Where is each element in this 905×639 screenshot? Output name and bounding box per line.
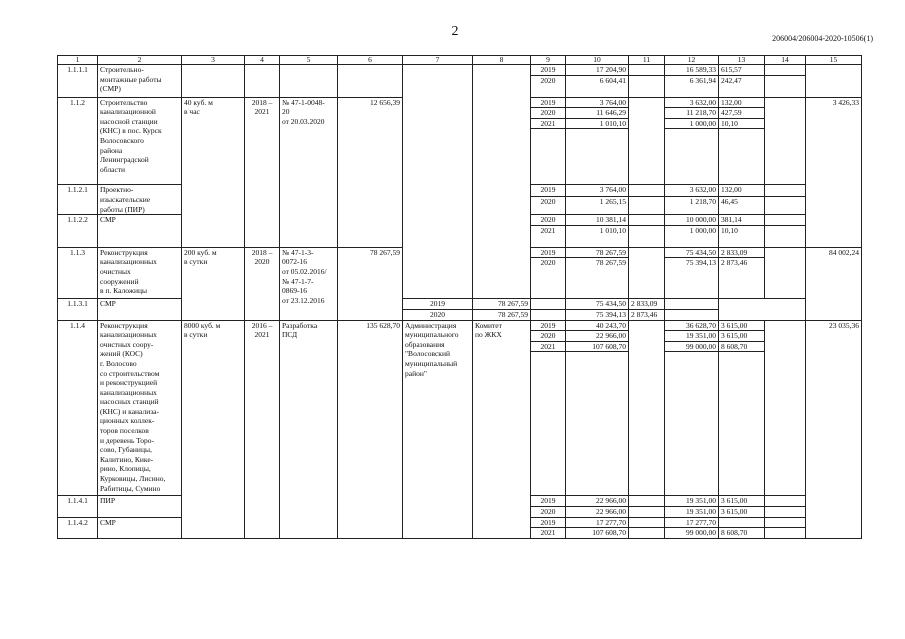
empty-cell (182, 65, 245, 98)
amount-cell: 1 000,00 (665, 118, 719, 129)
amount-cell: 1 265,15 (566, 197, 629, 215)
capacity-cell: 200 куб. м в сутки (182, 247, 245, 320)
row-number: 1.1.4.2 (58, 517, 98, 538)
amount-cell: 17 277,70 (566, 517, 629, 528)
amount-cell: 75 434,50 (566, 299, 629, 310)
empty-cell (665, 129, 719, 185)
amount-cell: 16 589,33 (665, 65, 719, 76)
object-name: СМР (98, 299, 182, 320)
amount-cell: 132,00 (719, 185, 765, 197)
year-cell: 2021 (531, 341, 566, 352)
amount-cell: 3 764,00 (566, 97, 629, 108)
row-number: 1.1.2.1 (58, 185, 98, 215)
column-header: 10 (566, 56, 629, 65)
amount-cell: 107 608,70 (566, 341, 629, 352)
cost-cell: 78 267,59 (338, 247, 403, 320)
empty-cell (719, 352, 765, 496)
empty-cell (629, 197, 665, 215)
amount-cell: 1 010,10 (566, 225, 629, 247)
amount-cell: 10,10 (719, 118, 765, 129)
object-name: Реконструкция канализационных очистных соору- жений (КОС) г. Волосово со строительством и реконструкцией канализационных насосных станций (КНС) и канализа- ционных коллек- торов поселков и деревень Торо- сово, Губаницы, Калитино, Кике- рино, Клопицы, Курковицы, Лисино, Рабитицы, Сумино (98, 320, 182, 496)
year-cell: 2020 (531, 197, 566, 215)
amount-cell: 381,14 (719, 215, 765, 226)
empty-cell (531, 352, 566, 496)
amount-cell: 1 218,70 (665, 197, 719, 215)
empty-cell (531, 299, 566, 310)
amount-cell: 22 966,00 (566, 496, 629, 507)
amount-cell: 3 615,00 (719, 320, 765, 331)
empty-cell (566, 352, 629, 496)
amount-cell: 75 434,50 (665, 247, 719, 258)
column-header: 7 (403, 56, 473, 65)
row-number: 1.1.3 (58, 247, 98, 299)
expertise-cell: № 47-1-0048- 20 от 20.03.2020 (280, 97, 338, 247)
amount-cell: 99 000,00 (665, 528, 719, 539)
year-cell: 2019 (531, 517, 566, 528)
amount-cell: 6 604,41 (566, 75, 629, 97)
column-header: 9 (531, 56, 566, 65)
row-number: 1.1.4 (58, 320, 98, 496)
year-cell: 2019 (531, 97, 566, 108)
object-name: Строительно- монтажные работы (СМР) (98, 65, 182, 98)
year-cell: 2020 (531, 258, 566, 299)
amount-cell: 19 351,00 (665, 331, 719, 342)
amount-cell: 19 351,00 (665, 506, 719, 517)
empty-cell (629, 506, 665, 517)
year-cell: 2020 (403, 309, 473, 320)
table-row (58, 299, 862, 310)
year-cell: 2019 (531, 65, 566, 76)
cost-cell: 12 656,39 (338, 97, 403, 247)
row-number: 1.1.2 (58, 97, 98, 185)
empty-cell (280, 65, 338, 98)
year-cell: 2019 (531, 496, 566, 507)
amount-cell: 8 608,70 (719, 341, 765, 352)
amount-cell: 132,00 (719, 97, 765, 108)
empty-cell (245, 65, 280, 98)
capacity-cell: 40 куб. м в час (182, 97, 245, 247)
amount-cell: 242,47 (719, 75, 765, 97)
empty-cell (765, 517, 806, 528)
amount-cell: 3 615,00 (719, 506, 765, 517)
empty-cell (629, 215, 665, 226)
expertise-cell: Разработка ПСД (280, 320, 338, 538)
column-header: 15 (806, 56, 862, 65)
amount-cell: 17 204,90 (566, 65, 629, 76)
amount-cell: 46,45 (719, 197, 765, 215)
object-name: Проектно- изыскательские работы (ПИР) (98, 185, 182, 215)
amount-cell: 1 000,00 (665, 225, 719, 247)
column-number-row (58, 56, 862, 65)
column-header: 4 (245, 56, 280, 65)
empty-cell (765, 225, 806, 247)
period-cell: 2018 – 2021 (245, 97, 280, 247)
capacity-cell: 8000 куб. м в сутки (182, 320, 245, 538)
amount-cell: 2 833,09 (629, 299, 665, 310)
amount-cell: 8 608,70 (719, 528, 765, 539)
amount-cell: 78 267,59 (473, 309, 531, 320)
cost-cell: 135 628,70 (338, 320, 403, 538)
column-header: 11 (629, 56, 665, 65)
year-cell: 2021 (531, 118, 566, 129)
year-cell: 2020 (531, 506, 566, 517)
column-header: 3 (182, 56, 245, 65)
object-name: Реконструкция канализационных очистных сооружений в п. Каложицы (98, 247, 182, 299)
empty-cell (765, 65, 806, 76)
column-header: 6 (338, 56, 403, 65)
period-cell: 2018 – 2020 (245, 247, 280, 320)
amount-cell: 75 394,13 (665, 258, 719, 299)
year-cell: 2020 (531, 331, 566, 342)
empty-cell (765, 97, 806, 185)
empty-cell (629, 247, 665, 299)
amount-cell: 6 361,94 (665, 75, 719, 97)
column-header: 14 (765, 56, 806, 65)
amount-cell: 19 351,00 (665, 496, 719, 507)
amount-cell: 78 267,59 (566, 258, 629, 299)
column-header: 8 (473, 56, 531, 65)
empty-cell (765, 247, 806, 299)
object-name: СМР (98, 215, 182, 248)
amount-cell: 22 966,00 (566, 331, 629, 342)
empty-cell (765, 496, 806, 507)
empty-cell (806, 65, 862, 98)
amount-cell: 2 873,46 (629, 309, 665, 320)
page-number: 2 (451, 24, 459, 39)
amount-cell: 427,59 (719, 108, 765, 119)
column-header: 1 (58, 56, 98, 65)
empty-cell (765, 197, 806, 215)
total-cell: 84 002,24 (806, 247, 862, 320)
empty-cell (531, 309, 566, 320)
document-id: 206004/206004-2020-10506(1) (772, 34, 873, 43)
amount-cell: 3 615,00 (719, 496, 765, 507)
row-number: 1.1.2.2 (58, 215, 98, 248)
year-cell: 2019 (531, 247, 566, 258)
empty-cell (566, 129, 629, 185)
empty-cell (765, 185, 806, 197)
year-cell: 2020 (531, 108, 566, 119)
expertise-cell: № 47-1-3- 0072-16 от 05.02.2016/ № 47-1-7- 0869-16 от 23.12.2016 (280, 247, 338, 320)
amount-cell: 17 277,70 (665, 517, 719, 528)
empty-cell (665, 299, 719, 310)
empty-cell (629, 75, 665, 97)
empty-cell (765, 75, 806, 97)
amount-cell: 10 381,14 (566, 215, 629, 226)
column-header: 2 (98, 56, 182, 65)
amount-cell: 99 000,00 (665, 341, 719, 352)
empty-cell (338, 65, 403, 98)
table-row (58, 320, 862, 331)
year-cell: 2021 (531, 528, 566, 539)
empty-cell (765, 506, 806, 517)
year-cell: 2020 (531, 215, 566, 226)
amount-cell: 10,10 (719, 225, 765, 247)
administrator-cell: Администрация муниципального образования "Волосовский муниципальный район" (403, 320, 473, 538)
row-number: 1.1.1.1 (58, 65, 98, 98)
empty-cell (665, 352, 719, 496)
empty-cell (629, 185, 665, 197)
empty-cell (629, 97, 665, 185)
column-header: 5 (280, 56, 338, 65)
row-number: 1.1.4.1 (58, 496, 98, 517)
empty-cell (719, 129, 765, 185)
column-header: 12 (665, 56, 719, 65)
amount-cell: 11 218,70 (665, 108, 719, 119)
total-cell: 3 426,33 (806, 97, 862, 247)
year-cell: 2020 (531, 75, 566, 97)
empty-cell (765, 320, 806, 496)
empty-cell (665, 309, 719, 320)
amount-cell: 11 646,29 (566, 108, 629, 119)
year-cell: 2019 (403, 299, 473, 310)
empty-cell (531, 129, 566, 185)
period-cell: 2016 – 2021 (245, 320, 280, 538)
amount-cell: 10 000,00 (665, 215, 719, 226)
amount-cell: 615,57 (719, 65, 765, 76)
empty-cell (629, 517, 665, 528)
total-cell: 23 035,36 (806, 320, 862, 538)
empty-cell (765, 528, 806, 539)
empty-cell (629, 225, 665, 247)
column-header: 13 (719, 56, 765, 65)
amount-cell: 3 764,00 (566, 185, 629, 197)
investment-program-table (57, 55, 862, 539)
amount-cell: 107 608,70 (566, 528, 629, 539)
amount-cell: 78 267,59 (473, 299, 531, 310)
year-cell: 2019 (531, 185, 566, 197)
amount-cell: 40 243,70 (566, 320, 629, 331)
table-row (58, 65, 862, 76)
empty-cell (765, 215, 806, 226)
year-cell: 2019 (531, 320, 566, 331)
amount-cell: 78 267,59 (566, 247, 629, 258)
empty-cell (403, 65, 473, 299)
empty-cell (629, 65, 665, 76)
amount-cell: 75 394,13 (566, 309, 629, 320)
committee-cell: Комитет по ЖКХ (473, 320, 531, 538)
empty-cell (629, 320, 665, 496)
amount-cell: 1 010,10 (566, 118, 629, 129)
amount-cell (719, 517, 765, 528)
empty-cell (473, 65, 531, 299)
empty-cell (629, 528, 665, 539)
amount-cell: 2 833,09 (719, 247, 765, 258)
amount-cell: 36 628,70 (665, 320, 719, 331)
object-name: СМР (98, 517, 182, 538)
year-cell: 2021 (531, 225, 566, 247)
amount-cell: 3 632,00 (665, 97, 719, 108)
amount-cell: 3 632,00 (665, 185, 719, 197)
empty-cell (629, 496, 665, 507)
amount-cell: 22 966,00 (566, 506, 629, 517)
amount-cell: 2 873,46 (719, 258, 765, 299)
object-name: ПИР (98, 496, 182, 517)
amount-cell: 3 615,00 (719, 331, 765, 342)
row-number: 1.1.3.1 (58, 299, 98, 320)
object-name: Строительство канализационной насосной станции (КНС) в пос. Курск Волосовского района Ленинградской области (98, 97, 182, 185)
